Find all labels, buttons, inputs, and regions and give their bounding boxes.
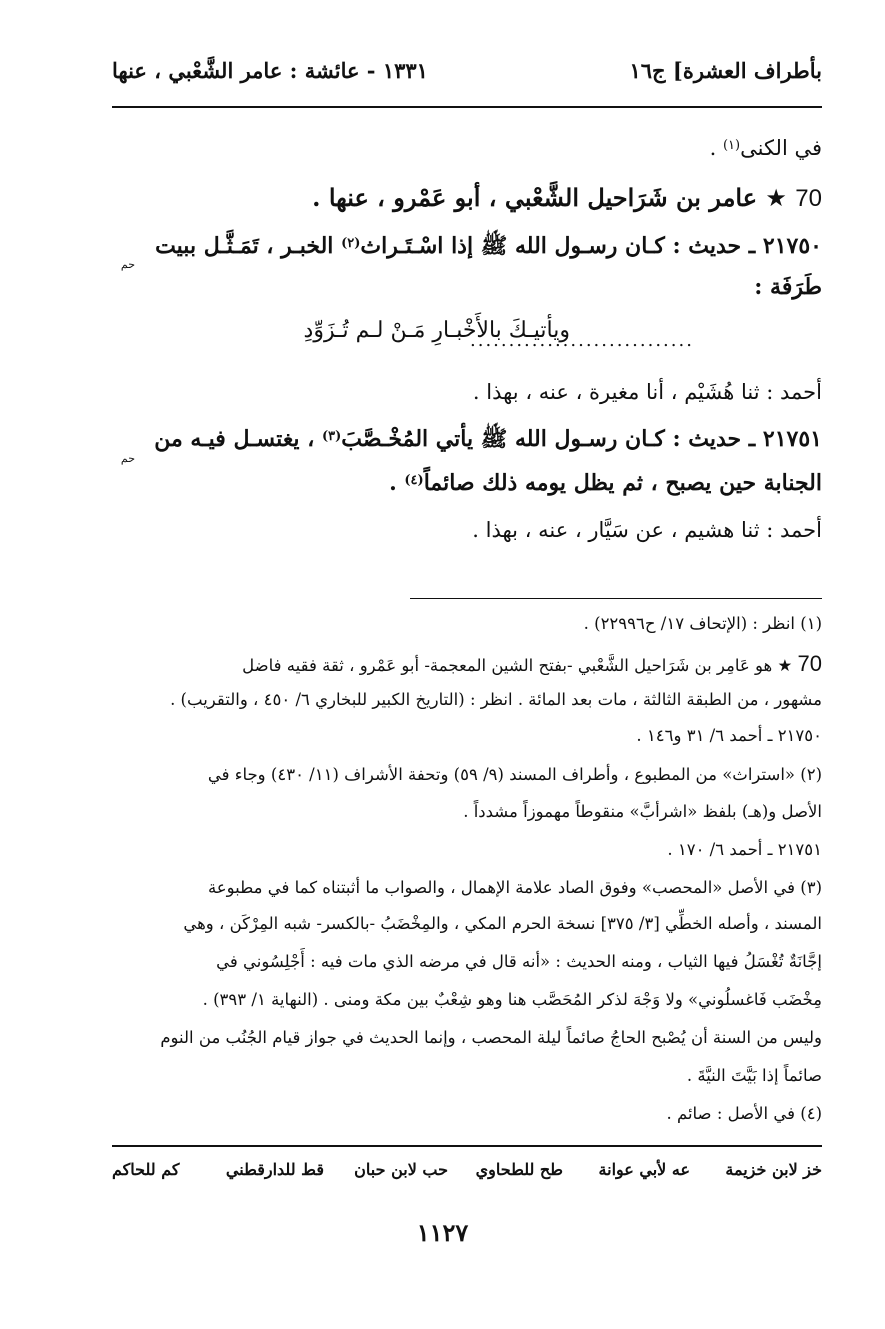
verse-ellipsis: ............................. [470, 330, 694, 351]
header-right: بأطراف العشرة] ج١٦ [629, 58, 822, 83]
footnote-70-line3: ٢١٧٥٠ ـ أحمد ٦/ ٣١ و١٤٦ . [636, 726, 822, 745]
siglum-mark-1: حم [120, 258, 135, 271]
kuna-end: . [709, 136, 723, 160]
hadith-21751-line1 [154, 425, 822, 457]
hadith-21750-b: الخبـر ، تَمَـثَّـل ببيت [155, 233, 342, 259]
footer-rule [112, 1145, 822, 1147]
hadith-21750-a: ٢١٧٥٠ ـ حديث : كـان رسـول الله ﷺ إذا اسْـتَـراث [360, 233, 822, 259]
footnote-2-line1: (٢) «استراث» من المطبوع ، وأطراف المسند (٩/ ٥٩) وتحفة الأشراف (١١/ ٤٣٠) وجاء في [207, 765, 822, 784]
hadith-21751-c: الجنابة حين يصبح ، ثم يظل يومه ذلك صائماً [423, 470, 822, 496]
isnad-21751: أحمد : ثنا هشيم ، عن سَيَّار ، عنه ، بهذا . [472, 518, 822, 542]
footnote-1: (١) انظر : (الإتحاف ١٧/ ح٢٢٩٩٦) . [583, 614, 822, 633]
star-icon: ★ [777, 656, 793, 675]
footnote-4: (٤) في الأصل : صائم . [666, 1104, 822, 1123]
siglum-hb: حب لابن حبان [354, 1160, 448, 1179]
biography-heading [312, 183, 822, 213]
running-header [112, 58, 822, 94]
footnote-separator [410, 598, 822, 599]
siglum-khz: خز لابن خزيمة [725, 1160, 822, 1179]
footnote-3-line6: صائماً إذا بَيَّتَ النيَّةَ . [686, 1066, 822, 1085]
hadith-21751-line2 [389, 470, 822, 496]
note-ref-2: (٢) [341, 236, 361, 251]
poetry-verse: ويأتيـكَ بالأَخْبـارِ مَـنْ لـم تُـزَوِّدِ [303, 318, 570, 343]
footnote-3-line3: إجَّانَةٌ تُغْسَلُ فيها الثياب ، ومنه الحديث : «أنه قال في مرضه الذي مات فيه : أَجْلِسُوني في [216, 952, 822, 971]
header-rule [112, 106, 822, 108]
footnote-70-line1 [242, 651, 822, 677]
footnote-3-line1: (٣) في الأصل «المحصب» وفوق الصاد علامة الإهمال ، والصواب ما أثبتناه كما في مطبوعة [207, 878, 822, 897]
kuna-text: في الكنى [740, 136, 822, 160]
siglum-qt: قط للدارقطني [225, 1160, 324, 1179]
footnote-70-number: 70 [797, 651, 822, 676]
header-left: ١٣٣١ - عائشة : عامر الشَّعْبي ، عنها [112, 58, 428, 83]
footnote-2-line2: الأصل و(هـ) بلفظ «اشرأبَّ» منقوطاً مهموزاً مشدداً . [463, 802, 822, 821]
note-ref-1: (١) [722, 138, 741, 153]
hadith-21750-line2: طَرَفَة : [754, 274, 822, 300]
siglum-th: طح للطحاوي [475, 1160, 563, 1179]
footnote-3-line4: مِخْضَب فَاغسلُوني» ولا وَجْهَ لذكر المُحَصَّب هنا وهو شِعْبٌ بين مكة ومنى . (النهاية ١/ ٣٩٣) . [202, 990, 822, 1009]
footnote-2-line3: ٢١٧٥١ ـ أحمد ٦/ ١٧٠ . [667, 840, 822, 859]
bio-number: 70 [795, 185, 822, 212]
body-line-kuna [710, 136, 822, 160]
footnote-70-text1: هو عَامِر بن شَرَاحيل الشَّعْبي -بفتح الشين المعجمة- أبو عَمْرو ، ثقة فقيه فاضل [242, 656, 773, 675]
footnote-70-line2: مشهور ، من الطبقة الثالثة ، مات بعد المائة . انظر : (التاريخ الكبير للبخاري ٦/ ٤٥٠ ، والتقريب) . [170, 690, 822, 709]
siglum-km: كم للحاكم [112, 1160, 180, 1179]
siglum-mark-2: حم [120, 452, 135, 465]
note-ref-4: (٤) [404, 473, 424, 488]
hadith-21751-d: . [389, 470, 405, 496]
sigla-legend [112, 1160, 822, 1190]
isnad-21750: أحمد : ثنا هُشَيْم ، أنا مغيرة ، عنه ، بهذا . [472, 380, 822, 404]
star-icon: ★ [765, 184, 787, 212]
siglum-aa: عه لأبي عوانة [598, 1160, 690, 1179]
note-ref-3: (٣) [321, 429, 342, 444]
page-number: ١١٢٧ [416, 1218, 469, 1247]
hadith-21751-b: ، يغتسـل فيـه من [154, 426, 322, 452]
footnote-3-line5: وليس من السنة أن يُصْبح الحاجُ صائماً ليلة المحصب ، وإنما الحديث في جواز قيام الجُنُب من النوم [160, 1028, 822, 1047]
footnote-3-line2: المسند ، وأصله الخطِّي [٣/ ٣٧٥] نسخة الحرم المكي ، والمِخْضَبُ -بالكسر- شبه المِرْكَن ، وهي [183, 914, 822, 933]
bio-text: عامر بن شَرَاحيل الشَّعْبي ، أبو عَمْرو ، عنها . [312, 183, 758, 212]
hadith-21750-line1 [155, 232, 822, 264]
hadith-21751-a: ٢١٧٥١ ـ حديث : كـان رسـول الله ﷺ يأتي المُخْـصَّبَ [341, 426, 822, 452]
